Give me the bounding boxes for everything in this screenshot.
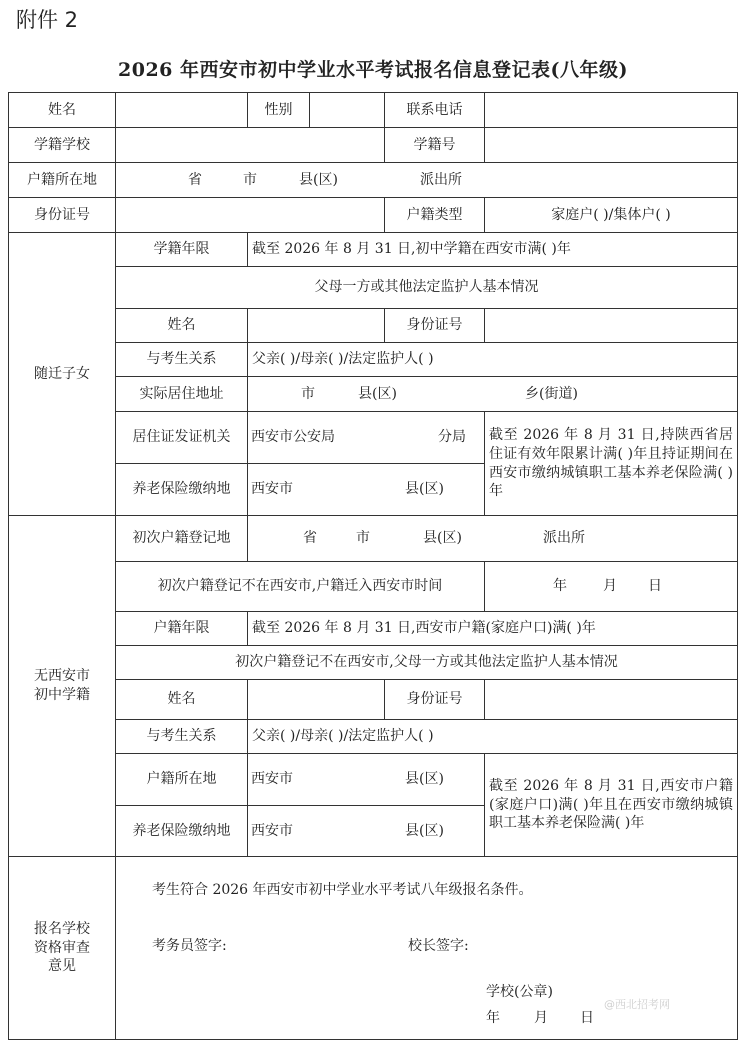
section-review-line3: 意见 [48, 958, 76, 975]
hukou-field[interactable] [116, 163, 737, 198]
permit-pension-note-text: 截至 2026 年 8 月 31 日,持陕西省居住证有效年限累计满( )年且持证期间在西安市缴纳城镇职工基本养老保险满( )年 [489, 426, 733, 500]
hukou-years-label: 户籍年限 [116, 612, 248, 646]
moved-in-month: 月 [603, 578, 617, 595]
hukou-county: 县(区) [299, 171, 338, 188]
student-years-field[interactable]: 截至 2026 年 8 月 31 日,初中学籍在西安市满( )年 [248, 233, 737, 267]
principal-signature-label: 校长签字: [408, 938, 469, 954]
pension-county: 县(区) [405, 481, 444, 498]
pension-city: 西安市 [251, 481, 293, 498]
section-review-label [9, 857, 116, 1039]
name-field[interactable] [116, 93, 248, 128]
pension-label: 养老保险缴纳地 [116, 464, 248, 516]
gender-label: 性别 [248, 93, 310, 128]
pension-county-b: 县(区) [405, 822, 444, 839]
address-label: 实际居住地址 [116, 377, 248, 412]
relation-field-b[interactable]: 父亲( )/母亲( )/法定监护人( ) [248, 720, 737, 754]
moved-in-date-field[interactable] [485, 562, 737, 612]
pension-field[interactable] [248, 464, 485, 516]
registration-form-table [8, 92, 738, 1040]
guardian-header: 父母一方或其他法定监护人基本情况 [116, 267, 737, 309]
moved-in-day: 日 [648, 578, 662, 595]
id-label: 身份证号 [9, 198, 116, 233]
section-review-line1: 报名学校 [34, 920, 90, 937]
section-no-xian-line2: 初中学籍 [34, 687, 90, 703]
first-reg-station: 派出所 [543, 530, 585, 547]
attachment-label: 附件 2 [16, 8, 79, 32]
student-no-field[interactable] [485, 128, 737, 163]
guardian-name-label-b: 姓名 [116, 680, 248, 720]
section-review-line2: 资格审查 [34, 939, 90, 956]
guardian-id-field-b[interactable] [485, 680, 737, 720]
section-no-xian-label [9, 516, 116, 857]
permit-authority-branch: 分局 [438, 429, 466, 446]
guardian-id-field[interactable] [485, 309, 737, 343]
name-label: 姓名 [9, 93, 116, 128]
student-no-label: 学籍号 [385, 128, 485, 163]
first-reg-city: 市 [356, 530, 370, 547]
permit-authority-label: 居住证发证机关 [116, 412, 248, 464]
permit-authority-value: 西安市公安局 [251, 429, 335, 446]
guardian-name-field[interactable] [248, 309, 385, 343]
examiner-signature-label: 考务员签字: [152, 938, 227, 954]
hukou-city: 市 [243, 171, 257, 188]
section-no-xian-line1: 无西安市 [34, 668, 90, 685]
hukou-type-label: 户籍类型 [385, 198, 485, 233]
pension-label-b: 养老保险缴纳地 [116, 806, 248, 857]
moved-in-label: 初次户籍登记不在西安市,户籍迁入西安市时间 [116, 562, 485, 612]
review-date-month: 月 [534, 1010, 548, 1026]
address-county: 县(区) [358, 385, 397, 402]
hukou-location-label-b: 户籍所在地 [116, 754, 248, 806]
guardian-header-b: 初次户籍登记不在西安市,父母一方或其他法定监护人基本情况 [116, 646, 737, 680]
permit-pension-note [485, 412, 737, 516]
guardian-name-field-b[interactable] [248, 680, 385, 720]
hukou-location-city-b: 西安市 [251, 771, 293, 788]
hukou-province: 省 [188, 171, 202, 188]
guardian-id-label-b: 身份证号 [385, 680, 485, 720]
eligibility-statement: 考生符合 2026 年西安市初中学业水平考试八年级报名条件。 [152, 882, 533, 898]
pension-field-b[interactable] [248, 806, 485, 857]
review-date-day: 日 [580, 1010, 594, 1026]
hukou-station: 派出所 [420, 171, 462, 188]
permit-authority-field[interactable] [248, 412, 485, 464]
phone-field[interactable] [485, 93, 737, 128]
hukou-label: 户籍所在地 [9, 163, 116, 198]
moved-in-year: 年 [553, 578, 567, 595]
address-field[interactable] [248, 377, 737, 412]
hukou-location-county-b: 县(区) [405, 771, 444, 788]
relation-label: 与考生关系 [116, 343, 248, 377]
relation-field[interactable]: 父亲( )/母亲( )/法定监护人( ) [248, 343, 737, 377]
address-city: 市 [301, 385, 315, 402]
hukou-pension-note-text: 截至 2026 年 8 月 31 日,西安市户籍(家庭户口)满( )年且在西安市缴纳城镇职工基本养老保险满( )年 [489, 777, 733, 832]
hukou-location-field-b[interactable] [248, 754, 485, 806]
first-reg-field[interactable] [248, 516, 737, 562]
form-title: 2026 年西安市初中学业水平考试报名信息登记表(八年级) [118, 59, 628, 81]
first-reg-label: 初次户籍登记地 [116, 516, 248, 562]
school-field[interactable] [116, 128, 385, 163]
pension-city-b: 西安市 [251, 822, 293, 839]
id-field[interactable] [116, 198, 385, 233]
hukou-pension-note [485, 754, 737, 857]
school-label: 学籍学校 [9, 128, 116, 163]
guardian-name-label: 姓名 [116, 309, 248, 343]
address-town: 乡(街道) [525, 385, 578, 402]
relation-label-b: 与考生关系 [116, 720, 248, 754]
school-seal-label: 学校(公章) [486, 984, 553, 1000]
review-date-year: 年 [486, 1010, 500, 1026]
watermark: @西北招考网 [604, 998, 670, 1011]
phone-label: 联系电话 [385, 93, 485, 128]
section-migrant-label: 随迁子女 [9, 233, 116, 516]
first-reg-county: 县(区) [423, 530, 462, 547]
gender-field[interactable] [310, 93, 385, 128]
hukou-years-field[interactable]: 截至 2026 年 8 月 31 日,西安市户籍(家庭户口)满( )年 [248, 612, 737, 646]
hukou-type-field[interactable]: 家庭户( )/集体户( ) [485, 198, 737, 233]
guardian-id-label: 身份证号 [385, 309, 485, 343]
first-reg-province: 省 [303, 530, 317, 547]
student-years-label: 学籍年限 [116, 233, 248, 267]
